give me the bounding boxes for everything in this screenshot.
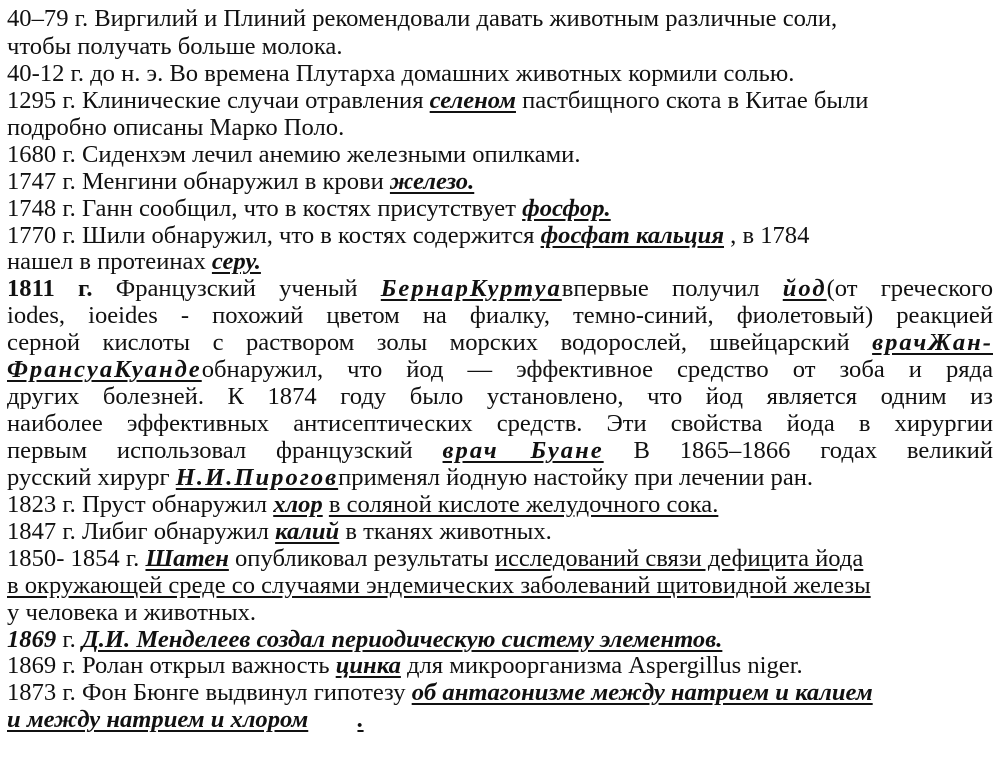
text-line	[7, 519, 552, 545]
line-text: Французский ученый	[92, 275, 381, 302]
line-text: в тканях животных.	[339, 518, 552, 545]
line-text: г.	[56, 626, 82, 653]
line-text: пастбищного скота в Китае были	[515, 87, 869, 114]
text-line	[7, 61, 794, 87]
text-line	[7, 115, 344, 141]
spacer	[308, 706, 357, 733]
line-text: , в 1784	[724, 222, 810, 249]
line-text: (от греческого	[826, 275, 993, 302]
period: .	[357, 706, 364, 733]
keyword-pirogov: Н.И.Пирогов	[175, 464, 339, 491]
year-label: 1869	[7, 626, 57, 653]
text-line	[7, 653, 803, 679]
text-line	[7, 492, 718, 518]
keyword-potassium: калий	[275, 518, 340, 545]
underlined-text: исследований связи дефицита йода	[494, 545, 864, 572]
keyword-mendeleev: Д.И. Менделеев создал периодическую систему элементов.	[81, 626, 723, 653]
text-line	[7, 330, 993, 356]
text-line	[7, 680, 873, 706]
text-line	[7, 573, 871, 599]
keyword-antagonism-cont: и между натрием и хлором	[7, 706, 309, 733]
text-line	[7, 707, 364, 733]
line-text: серной кислоты с раствором золы морских водорослей, швейцарский	[7, 329, 873, 356]
keyword-selenium: селеном	[429, 87, 516, 114]
line-text: впервые получил	[561, 275, 783, 302]
line-text: обнаружил, что йод — эффективное средство от зоба и ряда	[201, 356, 993, 383]
line-text: чтобы получать больше молока.	[7, 33, 343, 60]
text-line	[7, 303, 993, 329]
keyword-phosphorus: фосфор.	[522, 195, 611, 222]
keyword-courtois: БернарКуртуа	[380, 275, 562, 302]
text-line	[7, 546, 863, 572]
line-text: iodes, ioeides - похожий цветом на фиалку, темно-синий, фиолетовый) реакцией	[7, 302, 993, 329]
line-text: 1869 г. Ролан открыл важность	[7, 652, 336, 679]
line-text: 1680 г. Сиденхэм лечил анемию железными опилками.	[7, 141, 581, 168]
keyword-zinc: цинка	[335, 652, 401, 679]
line-text: 1295 г. Клинические случаи отравления	[7, 87, 430, 114]
keyword-sulfur: серу.	[211, 248, 261, 275]
line-text: применял йодную настойку при лечении ран.	[338, 464, 814, 491]
line-text: 1747 г. Менгини обнаружил в крови	[7, 168, 390, 195]
text-line	[7, 384, 993, 410]
text-line	[7, 34, 342, 60]
text-line	[7, 6, 837, 32]
text-line	[7, 249, 261, 275]
text-line	[7, 276, 993, 302]
line-text: опубликовал результаты	[228, 545, 495, 572]
line-text: 1850- 1854 г.	[7, 545, 146, 572]
line-text: подробно описаны Марко Поло.	[7, 114, 345, 141]
keyword-chatin: Шатен	[145, 545, 229, 572]
line-text: русский хирург	[7, 464, 176, 491]
text-line	[7, 600, 256, 626]
underlined-text: в соляной кислоте желудочного сока.	[328, 491, 719, 518]
line-text: В 1865–1866 годах великий	[603, 437, 994, 464]
line-text: 1748 г. Ганн сообщил, что в костях присутствует	[7, 195, 523, 222]
line-text: для микроорганизма Aspergillus niger.	[400, 652, 803, 679]
text-line	[7, 411, 993, 437]
line-text: нашел в протеинах	[7, 248, 212, 275]
line-text: других болезней. К 1874 году было установлено, что йод является одним из	[7, 383, 993, 410]
keyword-doctor-jean: врачЖан-	[872, 329, 993, 356]
year-label: 1811 г.	[7, 275, 93, 302]
keyword-coindet: ФрансуаКуанде	[7, 356, 202, 383]
text-line	[7, 88, 868, 114]
text-line	[7, 142, 581, 168]
text-line	[7, 357, 993, 383]
line-text: первым использовал французский	[7, 437, 443, 464]
text-line	[7, 627, 722, 653]
line-text: 1823 г. Пруст обнаружил	[7, 491, 274, 518]
line-text: у человека и животных.	[7, 599, 257, 626]
line-text: 1770 г. Шили обнаружил, что в костях содержится	[7, 222, 541, 249]
line-text: 1847 г. Либиг обнаружил	[7, 518, 276, 545]
text-line	[7, 223, 809, 249]
keyword-doctor-buane: врач Буане	[442, 437, 604, 464]
text-line	[7, 169, 474, 195]
keyword-chlorine: хлор	[273, 491, 323, 518]
line-text: 1873 г. Фон Бюнге выдвинул гипотезу	[7, 679, 412, 706]
keyword-iodine: йод	[782, 275, 827, 302]
keyword-calcium-phosphate: фосфат кальция	[540, 222, 724, 249]
text-line	[7, 465, 813, 491]
keyword-antagonism: об антагонизме между натрием и калием	[411, 679, 873, 706]
line-text: 40-12 г. до н. э. Во времена Плутарха домашних животных кормили солью.	[7, 60, 795, 87]
line-text: 40–79 г. Виргилий и Плиний рекомендовали давать животным различные соли,	[7, 5, 838, 32]
keyword-iron: железо.	[389, 168, 475, 195]
underlined-text: в окружающей среде со случаями эндемических заболеваний щитовидной железы	[7, 572, 871, 599]
text-line	[7, 196, 611, 222]
line-text: наиболее эффективных антисептических средств. Эти свойства йода в хирургии	[7, 410, 993, 437]
text-line	[7, 438, 993, 464]
